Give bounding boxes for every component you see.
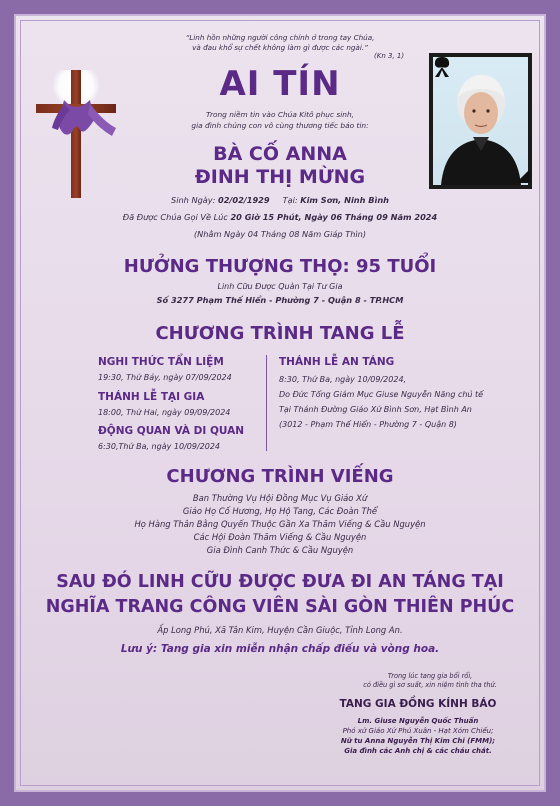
burial-line-1: SAU ĐÓ LINH CỮU ĐƯỢC ĐƯA ĐI AN TÁNG TẠI (56, 572, 504, 592)
signature-line: Nữ tu Anna Nguyễn Thị Kim Chi (FMM); (340, 737, 496, 745)
column-divider (266, 355, 267, 451)
event-time: 6:30,Thứ Ba, ngày 10/09/2024 (98, 442, 220, 451)
deceased-full-name: ĐINH THỊ MỪNG (194, 166, 366, 188)
page-title: AI TÍN (219, 64, 341, 104)
visit-line: Họ Hàng Thân Bằng Quyến Thuộc Gần Xa Thăm Viếng & Cầu Nguyện (134, 519, 426, 529)
intro-line-1: Trong niềm tin vào Chúa Kitô phục sinh, (206, 110, 354, 119)
visit-line: Các Hội Đoàn Thăm Viếng & Cầu Nguyện (193, 532, 367, 542)
cemetery-address: Ấp Long Phú, Xã Tân Kim, Huyện Cần Giuộc, Tỉnh Long An. (157, 625, 403, 635)
intro-line-2: gia đình chúng con vô cùng thương tiếc báo tin: (191, 121, 369, 130)
signature-line: Gia đình các Anh chị & các cháu chắt. (344, 747, 492, 755)
lunar-date: (Nhằm Ngày 04 Tháng 08 Năm Giáp Thìn) (193, 229, 367, 239)
signature-title: TANG GIA ĐỒNG KÍNH BÁO (339, 698, 497, 710)
visit-line: Gia Đình Canh Thức & Cầu Nguyện (206, 545, 354, 555)
apology-line-1: Trong lúc tang gia bối rối, (387, 672, 473, 680)
deceased-title-name: BÀ CỐ ANNA (213, 143, 347, 165)
quote-line-1: “Linh hồn những người công chính ở trong tay Chúa, (185, 33, 375, 42)
signature-line: Lm. Giuse Nguyễn Quốc Thuấn (357, 717, 479, 725)
intro-text (150, 109, 410, 131)
vigil-address: Số 3277 Phạm Thế Hiển - Phường 7 - Quận 8 - TP.HCM (156, 295, 404, 305)
visit-program-title: CHƯƠNG TRÌNH VIẾNG (166, 466, 394, 487)
visit-line: Giáo Họ Cố Hương, Họ Hộ Tang, Các Đoàn Thể (182, 506, 378, 516)
funeral-mass-line: Tại Thánh Đường Giáo Xứ Bình Sơn, Hạt Bình An (279, 405, 472, 414)
vigil-label: Linh Cữu Được Quàn Tại Tư Gia (217, 282, 343, 291)
birth-label: Sinh Ngày: (171, 195, 216, 205)
funeral-mass-line: Do Đức Tổng Giám Mục Giuse Nguyễn Năng chủ tế (279, 390, 484, 399)
signature-line: Phó xứ Giáo Xứ Phú Xuân - Hạt Xóm Chiếu; (342, 727, 494, 735)
funeral-mass-title: THÁNH LỄ AN TÁNG (279, 356, 395, 368)
note-text: Lưu ý: Tang gia xin miễn nhận chấp điếu và vòng hoa. (120, 643, 440, 655)
scripture-quote (160, 33, 400, 53)
event-time: 19:30, Thứ Bảy, ngày 07/09/2024 (98, 373, 232, 382)
funeral-mass-line: (3012 - Phạm Thế Hiển - Phường 7 - Quận 8) (279, 420, 457, 429)
event-title: ĐỘNG QUAN VÀ DI QUAN (98, 425, 245, 437)
event-time: 18:00, Thứ Hai, ngày 09/09/2024 (98, 408, 231, 417)
death-info (0, 212, 560, 222)
age-heading: HƯỞNG THƯỢNG THỌ: 95 TUỔI (123, 256, 437, 277)
event-title: NGHI THỨC TẨN LIỆM (98, 356, 224, 368)
visit-line: Ban Thường Vụ Hội Đồng Mục Vụ Giáo Xứ (192, 493, 368, 503)
burial-line-2: NGHĨA TRANG CÔNG VIÊN SÀI GÒN THIÊN PHÚC (45, 597, 515, 617)
funeral-program-title: CHƯƠNG TRÌNH TANG LỄ (155, 323, 405, 344)
event-title: THÁNH LỄ TẠI GIA (98, 391, 205, 403)
quote-line-2: và đau khổ sự chết không làm gì được các ngài.” (192, 43, 368, 52)
birth-place: Kim Sơn, Ninh Bình (300, 195, 389, 205)
birth-info (0, 195, 560, 205)
apology-line-2: có điều gì sơ suất, xin niệm tình tha thứ. (363, 681, 497, 689)
death-prefix: Đã Được Chúa Gọi Về Lúc (122, 212, 228, 222)
quote-reference: (Kn 3, 1) (374, 52, 405, 60)
death-time: 20 Giờ 15 Phút, Ngày 06 Tháng 09 Năm 2024 (230, 212, 438, 222)
birth-place-label: Tại: (282, 195, 298, 205)
funeral-mass-line: 8:30, Thứ Ba, ngày 10/09/2024, (279, 375, 407, 384)
birth-date: 02/02/1929 (218, 195, 270, 205)
